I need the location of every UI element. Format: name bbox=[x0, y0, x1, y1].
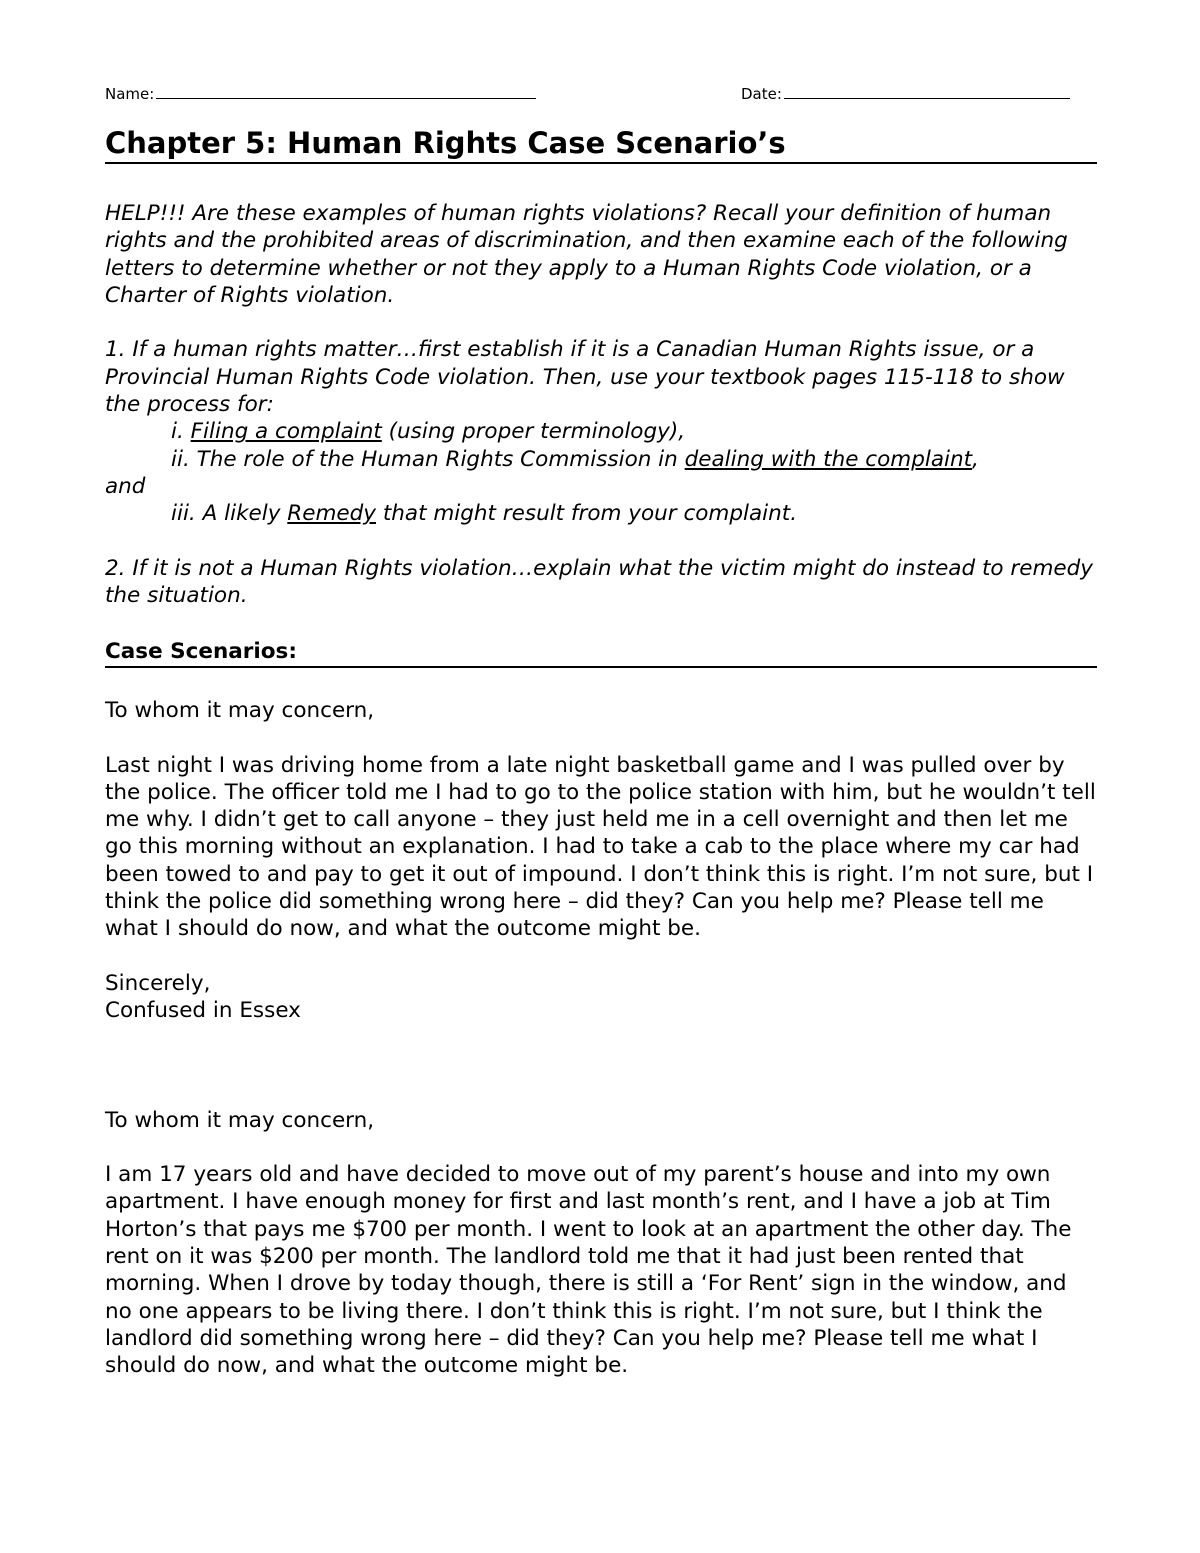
instruction-and: and bbox=[105, 473, 146, 499]
spacer bbox=[105, 1025, 1097, 1107]
spacer bbox=[105, 528, 1097, 555]
letter-1-closing: Sincerely, bbox=[105, 970, 211, 996]
instruction-item-2: 2. If it is not a Human Rights violation…explain what the victim might do instead to remedy the situation. bbox=[105, 555, 1093, 609]
sub-ii-suffix: , bbox=[972, 446, 979, 472]
sub-i-prefix: i. bbox=[171, 419, 191, 445]
sub-ii-underlined: dealing with the complaint bbox=[684, 446, 973, 472]
letter-2-salutation: To whom it may concern, bbox=[105, 1107, 375, 1133]
case-scenarios-heading: Case Scenarios: bbox=[105, 638, 1097, 668]
spacer bbox=[105, 943, 1097, 970]
letters bbox=[105, 697, 1097, 1380]
instruction-sub-ii bbox=[105, 446, 1097, 473]
page-title: Chapter 5: Human Rights Case Scenario’s bbox=[105, 124, 1097, 164]
sub-ii-prefix: ii. The role of the Human Rights Commission in bbox=[171, 446, 685, 472]
letter-1-salutation: To whom it may concern, bbox=[105, 698, 375, 723]
document-page bbox=[105, 0, 1097, 1553]
sub-iii-underlined: Remedy bbox=[287, 501, 377, 527]
name-label: Name: bbox=[105, 85, 155, 103]
instruction-item-1: 1. If a human rights matter…first establish if it is a Canadian Human Rights issue, or a Provincial Human Rights Code violation. Then, use your textbook pages 115-118 to show the process for: bbox=[105, 337, 1065, 418]
letter-1-body: Last night I was driving home from a late night basketball game and I was pulled over by the police. The officer told me I had to go to the police station with him, but he wouldn’t tell me why. I didn’t get to call anyone – they just held me in a cell overnight and then let me go this morning without an explanation. I had to take a cab to the place where my car had been towed to and pay to get it out of impound. I don’t think this is right. I’m not sure, but I think the police did something wrong here – did they? Can you help me? Please tell me what I should do now, and what the outcome might be. bbox=[105, 752, 1096, 942]
sub-i-underlined: Filing a complaint bbox=[190, 419, 382, 445]
header-row bbox=[105, 84, 1097, 106]
spacer bbox=[105, 724, 1097, 751]
sub-iii-suffix: that might result from your complaint. bbox=[376, 501, 798, 527]
sub-i-suffix: (using proper terminology), bbox=[381, 419, 686, 445]
spacer bbox=[105, 1134, 1097, 1161]
letter-1-signature: Confused in Essex bbox=[105, 998, 301, 1024]
instructions bbox=[105, 200, 1097, 609]
name-blank-line[interactable] bbox=[156, 84, 536, 99]
date-label: Date: bbox=[741, 85, 782, 103]
date-field-group bbox=[741, 84, 1070, 103]
name-field-group bbox=[105, 84, 536, 103]
letter-2-body: I am 17 years old and have decided to move out of my parent’s house and into my own apartment. I have enough money for first and last month’s rent, and I have a job at Tim Horton’s that pays me $700 per month. I went to look at an apartment the other day. The rent on it was $200 per month. The landlord told me that it had just been rented that morning. When I drove by today though, there is still a ‘For Rent’ sign in the window, and no one appears to be living there. I don’t think this is right. I’m not sure, but I think the landlord did something wrong here – did they? Can you help me? Please tell me what I should do now, and what the outcome might be. bbox=[105, 1162, 1072, 1379]
spacer bbox=[105, 309, 1097, 336]
instruction-sub-iii bbox=[105, 500, 1097, 527]
sub-iii-prefix: iii. A likely bbox=[171, 501, 288, 527]
instructions-intro: HELP!!! Are these examples of human rights violations? Recall your definition of human rights and the prohibited areas of discrimination, and then examine each of the following letters to determine whether or not they apply to a Human Rights Code violation, or a Charter of Rights violation. bbox=[105, 201, 1068, 308]
instruction-sub-i bbox=[105, 418, 1097, 445]
date-blank-line[interactable] bbox=[784, 84, 1070, 99]
